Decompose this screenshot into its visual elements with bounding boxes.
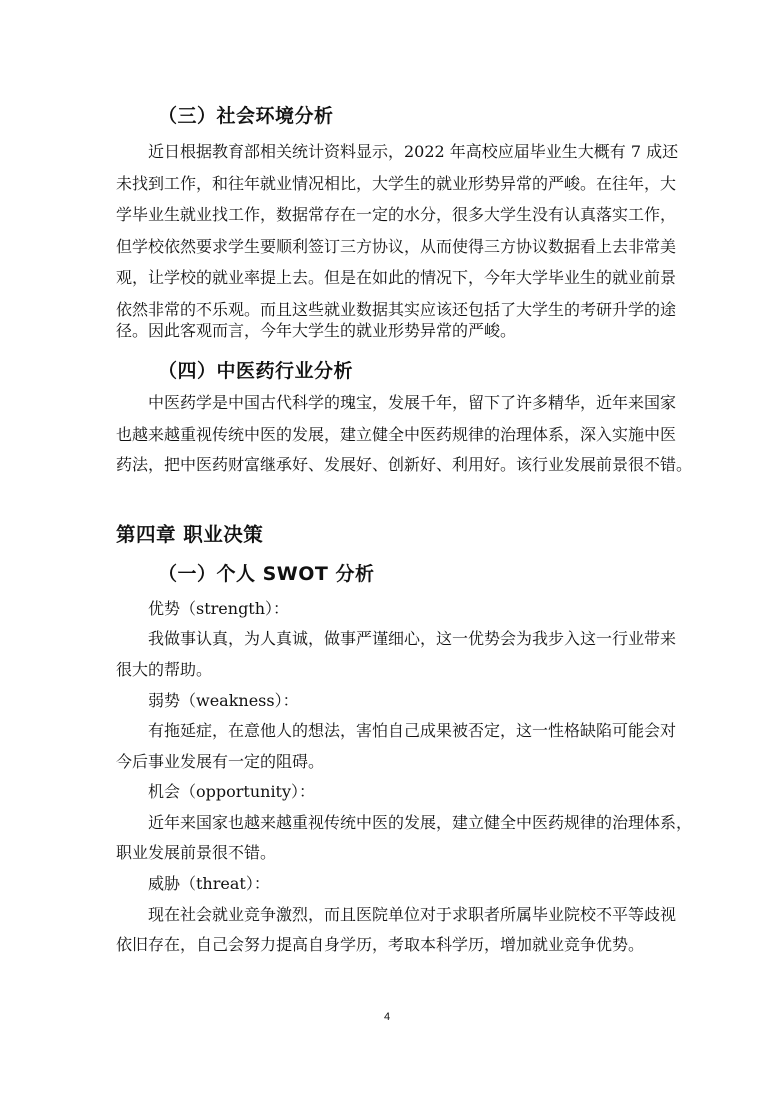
paragraph-line: 学毕业生就业找工作，数据常存在一定的水分，很多大学生没有认真落实工作，: [116, 205, 677, 224]
section-heading-tcm-industry: （四）中医药行业分析: [158, 360, 354, 382]
paragraph-line: 观，让学校的就业率提上去。但是在如此的情况下，今年大学毕业生的就业前景: [116, 268, 677, 287]
swot-weakness-label: 弱势（weakness）：: [148, 691, 299, 710]
paragraph-line: 径。因此客观而言，今年大学生的就业形势异常的严峻。: [116, 321, 517, 340]
paragraph-line: 很大的帮助。: [116, 660, 213, 679]
paragraph-line: 依然非常的不乐观。而且这些就业数据其实应该还包括了大学生的考研升学的途: [116, 300, 677, 319]
paragraph-line: 现在社会就业竞争激烈，而且医院单位对于求职者所属毕业院校不平等歧视: [148, 905, 677, 924]
paragraph-line: 今后事业发展有一定的阻碍。: [116, 752, 325, 771]
chapter-heading: 第四章 职业决策: [116, 523, 264, 546]
paragraph-line: 中医药学是中国古代科学的瑰宝，发展千年，留下了许多精华，近年来国家: [148, 393, 677, 412]
swot-strength-label: 优势（strength）：: [148, 599, 290, 618]
paragraph-line: 也越来越重视传统中医的发展，建立健全中医药规律的治理体系，深入实施中医: [116, 425, 677, 444]
paragraph-line: 药法，把中医药财富继承好、发展好、创新好、利用好。该行业发展前景很不错。: [116, 455, 693, 474]
paragraph-line: 近年来国家也越来越重视传统中医的发展，建立健全中医药规律的治理体系，: [148, 813, 693, 832]
swot-threat-label: 威胁（threat）：: [148, 874, 270, 893]
page-number: 4: [383, 1011, 391, 1023]
paragraph-line: 我做事认真，为人真诚，做事严谨细心，这一优势会为我步入这一行业带来: [148, 629, 677, 648]
swot-opportunity-label: 机会（opportunity）：: [148, 782, 316, 801]
paragraph-line: 依旧存在，自己会努力提高自身学历，考取本科学历，增加就业竞争优势。: [116, 935, 645, 954]
paragraph-line: 但学校依然要求学生要顺利签订三方协议，从而使得三方协议数据看上去非常美: [116, 237, 677, 256]
paragraph-line: 近日根据教育部相关统计资料显示，2022 年高校应届毕业生大概有 7 成还: [148, 142, 679, 161]
section-heading-social-environment: （三）社会环境分析: [158, 105, 334, 127]
section-heading-swot: （一）个人 SWOT 分析: [158, 563, 375, 585]
paragraph-line: 未找到工作，和往年就业情况相比，大学生的就业形势异常的严峻。在往年，大: [116, 174, 677, 193]
paragraph-line: 职业发展前景很不错。: [116, 843, 277, 862]
paragraph-line: 有拖延症，在意他人的想法，害怕自己成果被否定，这一性格缺陷可能会对: [148, 721, 677, 740]
